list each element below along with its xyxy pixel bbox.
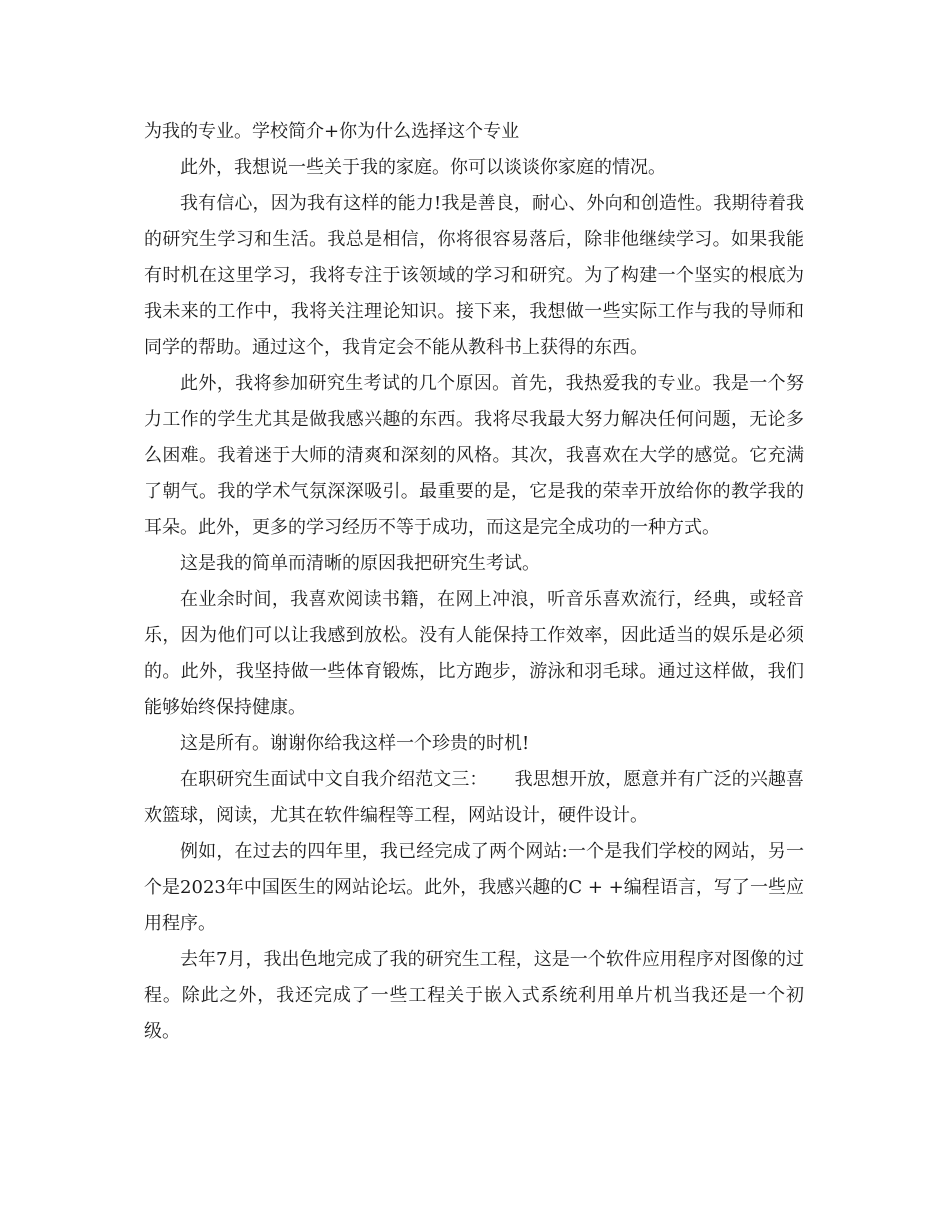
paragraph-2: 此外，我想说一些关于我的家庭。你可以谈谈你家庭的情况。 bbox=[180, 157, 666, 178]
paragraph-9: 例如，在过去的四年里，我已经完成了两个网站:一个是我们学校的网站，另一个是2023年中国医生的网站论坛。此外，我感兴趣的C + +编程语言，写了一些应用程序。 bbox=[144, 841, 804, 934]
paragraph-6: 在业余时间，我喜欢阅读书籍，在网上冲浪，听音乐喜欢流行，经典，或轻音乐，因为他们可以让我感到放松。没有人能保持工作效率，因此适当的娱乐是必须的。此外，我坚持做一些体育锻炼，比方跑步，游泳和羽毛球。通过这样做，我们能够始终保持健康。 bbox=[144, 589, 804, 718]
document-body bbox=[144, 114, 804, 1050]
paragraph-4: 此外，我将参加研究生考试的几个原因。首先，我热爱我的专业。我是一个努力工作的学生尤其是做我感兴趣的东西。我将尽我最大努力解决任何问题，无论多么困难。我着迷于大师的清爽和深刻的风格。其次，我喜欢在大学的感觉。它充满了朝气。我的学术气氛深深吸引。最重要的是，它是我的荣幸开放给你的教学我的耳朵。此外，更多的学习经历不等于成功，而这是完全成功的一种方式。 bbox=[144, 373, 804, 538]
paragraph-1: 为我的专业。学校简介+你为什么选择这个专业 bbox=[144, 121, 520, 142]
paragraph-8: 在职研究生面试中文自我介绍范文三： 我思想开放，愿意并有广泛的兴趣喜欢篮球，阅读，尤其在软件编程等工程，网站设计，硬件设计。 bbox=[144, 769, 804, 826]
paragraph-3: 我有信心，因为我有这样的能力!我是善良，耐心、外向和创造性。我期待着我的研究生学习和生活。我总是相信，你将很容易落后，除非他继续学习。如果我能有时机在这里学习，我将专注于该领域的学习和研究。为了构建一个坚实的根底为我未来的工作中，我将关注理论知识。接下来，我想做一些实际工作与我的导师和同学的帮助。通过这个，我肯定会不能从教科书上获得的东西。 bbox=[144, 193, 804, 358]
paragraph-10: 去年7月，我出色地完成了我的研究生工程，这是一个软件应用程序对图像的过程。除此之外，我还完成了一些工程关于嵌入式系统利用单片机当我还是一个初级。 bbox=[144, 949, 804, 1042]
paragraph-7: 这是所有。谢谢你给我这样一个珍贵的时机! bbox=[180, 733, 530, 754]
paragraph-5: 这是我的简单而清晰的原因我把研究生考试。 bbox=[180, 553, 540, 574]
